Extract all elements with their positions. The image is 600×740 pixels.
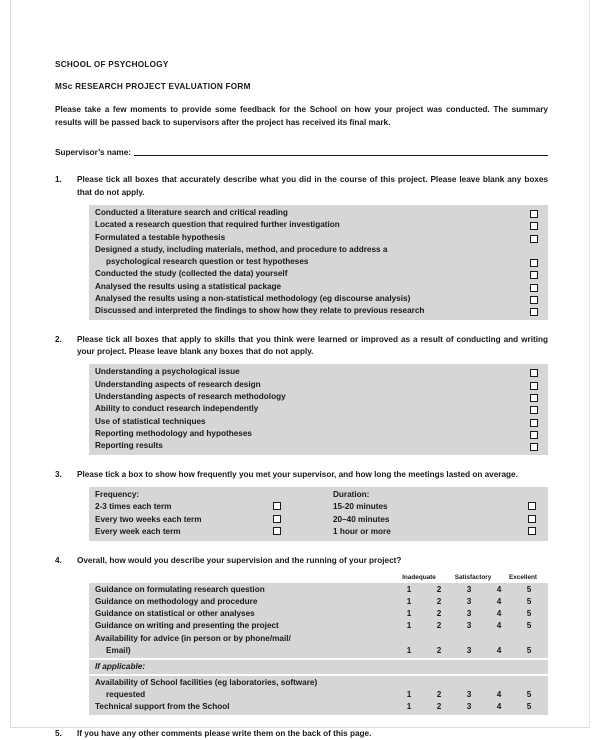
checkbox[interactable] xyxy=(273,527,281,535)
rating-option-2[interactable]: 2 xyxy=(436,596,442,606)
checklist-item[interactable] xyxy=(89,366,548,378)
checkbox[interactable] xyxy=(530,235,538,243)
checkbox[interactable] xyxy=(530,382,538,390)
rating-row[interactable] xyxy=(89,620,548,632)
rating-label: Guidance on statistical or other analyses xyxy=(95,609,255,619)
frequency-duration-row[interactable] xyxy=(89,501,548,513)
frequency-header: Frequency: xyxy=(95,489,140,499)
rating-label-line2: requested xyxy=(106,689,146,699)
rating-label-line1: Availability for advice (in person or by phone/mail/ xyxy=(95,633,291,643)
rating-group-if-applicable-heading xyxy=(89,660,548,674)
intro-paragraph: Please take a few moments to provide some feedback for the School on how your project was conducted. The summary results will be passed back to supervisors after the project has received its final mark. xyxy=(55,105,548,127)
question-3-number: 3. xyxy=(55,469,62,479)
question-2 xyxy=(55,334,548,359)
frequency-duration-table xyxy=(89,487,548,541)
header-spacer-2 xyxy=(528,489,538,501)
school-heading: SCHOOL OF PSYCHOLOGY xyxy=(55,60,169,69)
checklist-item[interactable] xyxy=(89,428,548,440)
checklist-label: Formulated a testable hypothesis xyxy=(95,232,226,242)
checklist-label: Reporting results xyxy=(95,441,163,451)
checklist-item[interactable] xyxy=(89,281,548,293)
checklist-label: Analysed the results using a non-statistical methodology (eg discourse analysis) xyxy=(95,294,411,304)
checkbox[interactable] xyxy=(530,271,538,279)
question-1-checklist xyxy=(89,205,548,320)
checkbox[interactable] xyxy=(530,394,538,402)
question-1-number: 1. xyxy=(55,175,62,185)
scale-header-spacer xyxy=(95,574,394,581)
question-4-text: Overall, how would you describe your supervision and the running of your project? xyxy=(77,556,402,566)
checklist-item[interactable] xyxy=(89,440,548,452)
frequency-duration-header-row xyxy=(89,489,548,501)
form-title: MSc RESEARCH PROJECT EVALUATION FORM xyxy=(55,82,251,91)
checklist-item[interactable] xyxy=(89,391,548,403)
checkbox[interactable] xyxy=(528,515,536,523)
rating-option-5[interactable]: 5 xyxy=(526,702,532,712)
frequency-label: Every week each term xyxy=(95,526,181,536)
rating-option-3[interactable]: 3 xyxy=(466,702,472,712)
supervisor-name-field[interactable] xyxy=(55,148,548,157)
rating-row[interactable] xyxy=(89,633,548,658)
checkbox[interactable] xyxy=(530,443,538,451)
if-applicable-label: If applicable: xyxy=(95,661,146,671)
rating-option-1[interactable]: 1 xyxy=(406,621,412,631)
duration-checkbox-cell[interactable] xyxy=(528,501,538,513)
rating-table xyxy=(89,583,548,715)
rating-option-2[interactable]: 2 xyxy=(436,646,442,656)
rating-group-optional xyxy=(89,676,548,715)
frequency-checkbox-cell[interactable] xyxy=(273,526,333,538)
frequency-checkbox-cell[interactable] xyxy=(273,501,333,513)
rating-label-line1: Availability of School facilities (eg laboratories, software) xyxy=(95,677,318,687)
question-5-text: If you have any other comments please write them on the back of this page. xyxy=(77,728,372,738)
question-3-text: Please tick a box to show how frequently you met your supervisor, and how long the meetings lasted on average. xyxy=(77,469,518,479)
duration-checkbox-cell[interactable] xyxy=(528,526,538,538)
scale-label-excellent: Excellent xyxy=(508,573,538,581)
checklist-item[interactable] xyxy=(89,207,548,219)
checklist-item[interactable] xyxy=(89,293,548,305)
checklist-item[interactable] xyxy=(89,232,548,244)
checkbox[interactable] xyxy=(530,419,538,427)
question-1-text: Please tick all boxes that accurately describe what you did in the course of this project. Please leave blank any boxes that do not apply. xyxy=(77,175,548,197)
document-content xyxy=(55,60,548,740)
checkbox[interactable] xyxy=(530,210,538,218)
rating-option-1[interactable]: 1 xyxy=(406,702,412,712)
supervisor-name-rule[interactable] xyxy=(134,155,548,156)
duration-label: 15-20 minutes xyxy=(333,502,388,512)
checklist-label-line2: psychological research question or test hypotheses xyxy=(106,257,309,267)
rating-option-4[interactable]: 4 xyxy=(496,621,502,631)
question-5 xyxy=(55,728,548,740)
checklist-label: Use of statistical techniques xyxy=(95,416,206,426)
rating-group-main xyxy=(89,583,548,659)
rating-option-1[interactable]: 1 xyxy=(406,689,412,699)
checklist-item[interactable] xyxy=(89,268,548,280)
checklist-item[interactable] xyxy=(89,219,548,231)
rating-option-5[interactable]: 5 xyxy=(526,584,532,594)
checklist-label: Analysed the results using a statistical package xyxy=(95,281,282,291)
frequency-label: 2-3 times each term xyxy=(95,502,172,512)
frequency-duration-row[interactable] xyxy=(89,514,548,526)
rating-row[interactable] xyxy=(89,608,548,620)
rating-option-1[interactable]: 1 xyxy=(406,596,412,606)
rating-option-1[interactable]: 1 xyxy=(406,646,412,656)
checkbox[interactable] xyxy=(530,259,538,267)
rating-option-2[interactable]: 2 xyxy=(436,702,442,712)
checkbox[interactable] xyxy=(530,296,538,304)
duration-checkbox-cell[interactable] xyxy=(528,514,538,526)
rating-option-4[interactable]: 4 xyxy=(496,596,502,606)
rating-option-4[interactable]: 4 xyxy=(496,689,502,699)
rating-option-5[interactable]: 5 xyxy=(526,621,532,631)
checklist-item[interactable] xyxy=(89,305,548,317)
rating-option-3[interactable]: 3 xyxy=(466,689,472,699)
rating-option-5[interactable]: 5 xyxy=(526,646,532,656)
rating-label-line2: Email) xyxy=(106,646,131,656)
rating-option-5[interactable]: 5 xyxy=(526,689,532,699)
rating-option-4[interactable]: 4 xyxy=(496,584,502,594)
duration-label: 20–40 minutes xyxy=(333,514,390,524)
rating-option-2[interactable]: 2 xyxy=(436,584,442,594)
rating-option-1[interactable]: 1 xyxy=(406,584,412,594)
rating-label: Guidance on formulating research question xyxy=(95,584,265,594)
rating-scale-header xyxy=(89,574,548,583)
checklist-label: Understanding a psychological issue xyxy=(95,367,240,377)
rating-label xyxy=(95,633,394,658)
rating-option-2[interactable]: 2 xyxy=(436,609,442,619)
checklist-item[interactable] xyxy=(89,403,548,415)
checklist-item[interactable] xyxy=(89,416,548,428)
document-page xyxy=(10,0,590,738)
rating-row[interactable] xyxy=(89,596,548,608)
rating-option-3[interactable]: 3 xyxy=(466,621,472,631)
rating-option-5[interactable]: 5 xyxy=(526,609,532,619)
rating-label: Guidance on methodology and procedure xyxy=(95,596,258,606)
checklist-label: Conducted a literature search and critical reading xyxy=(95,208,288,217)
duration-header: Duration: xyxy=(333,489,370,499)
header-spacer xyxy=(273,489,333,501)
scale-label-inadequate: Inadequate xyxy=(402,573,436,581)
checkbox[interactable] xyxy=(530,431,538,439)
rating-option-2[interactable]: 2 xyxy=(436,621,442,631)
frequency-duration-row[interactable] xyxy=(89,526,548,538)
checkbox[interactable] xyxy=(530,222,538,230)
question-4 xyxy=(55,555,548,567)
checkbox[interactable] xyxy=(528,527,536,535)
checklist-label: Understanding aspects of research design xyxy=(95,379,261,389)
checklist-label: Discussed and interpreted the findings to show how they relate to previous research xyxy=(95,306,425,316)
duration-label: 1 hour or more xyxy=(333,526,391,536)
checklist-label: Located a research question that required further investigation xyxy=(95,220,340,230)
checklist-label xyxy=(95,244,530,269)
supervisor-name-label: Supervisor’s name: xyxy=(55,148,131,158)
checklist-label: Conducted the study (collected the data) yourself xyxy=(95,269,288,279)
rating-option-3[interactable]: 3 xyxy=(466,646,472,656)
checklist-label: Understanding aspects of research methodology xyxy=(95,392,286,402)
checkbox[interactable] xyxy=(530,406,538,414)
rating-option-4[interactable]: 4 xyxy=(496,702,502,712)
checkbox[interactable] xyxy=(273,515,281,523)
rating-row[interactable] xyxy=(89,701,548,713)
checklist-label: Ability to conduct research independently xyxy=(95,404,259,414)
rating-option-4[interactable]: 4 xyxy=(496,609,502,619)
checklist-item[interactable] xyxy=(89,379,548,391)
rating-option-2[interactable]: 2 xyxy=(436,689,442,699)
rating-option-4[interactable]: 4 xyxy=(496,646,502,656)
question-5-number: 5. xyxy=(55,728,62,738)
checkbox[interactable] xyxy=(273,502,281,510)
checkbox[interactable] xyxy=(528,502,536,510)
rating-option-3[interactable]: 3 xyxy=(466,609,472,619)
checklist-label-line1: Designed a study, including materials, method, and procedure to address a xyxy=(95,244,388,254)
scale-label-satisfactory: Satisfactory xyxy=(454,573,492,581)
rating-row[interactable] xyxy=(89,677,548,702)
rating-option-3[interactable]: 3 xyxy=(466,596,472,606)
rating-option-1[interactable]: 1 xyxy=(406,609,412,619)
if-applicable-row xyxy=(89,661,548,673)
question-2-text: Please tick all boxes that apply to skills that you think were learned or improved as a result of conducting and writing your project. Please leave blank any boxes that do not apply. xyxy=(77,334,548,357)
frequency-label: Every two weeks each term xyxy=(95,514,202,524)
rating-row[interactable] xyxy=(89,584,548,596)
rating-label: Technical support from the School xyxy=(95,702,230,712)
question-4-number: 4. xyxy=(55,556,62,566)
question-3 xyxy=(55,469,548,481)
rating-option-3[interactable]: 3 xyxy=(466,584,472,594)
question-2-number: 2. xyxy=(55,334,62,344)
question-1 xyxy=(55,174,548,199)
frequency-checkbox-cell[interactable] xyxy=(273,514,333,526)
question-2-checklist xyxy=(89,364,548,454)
checkbox[interactable] xyxy=(530,308,538,316)
checkbox[interactable] xyxy=(530,284,538,292)
checklist-item[interactable] xyxy=(89,244,548,269)
rating-option-5[interactable]: 5 xyxy=(526,596,532,606)
checkbox[interactable] xyxy=(530,369,538,377)
checklist-label: Reporting methodology and hypotheses xyxy=(95,428,252,438)
rating-label xyxy=(95,677,394,702)
rating-label: Guidance on writing and presenting the project xyxy=(95,621,279,631)
